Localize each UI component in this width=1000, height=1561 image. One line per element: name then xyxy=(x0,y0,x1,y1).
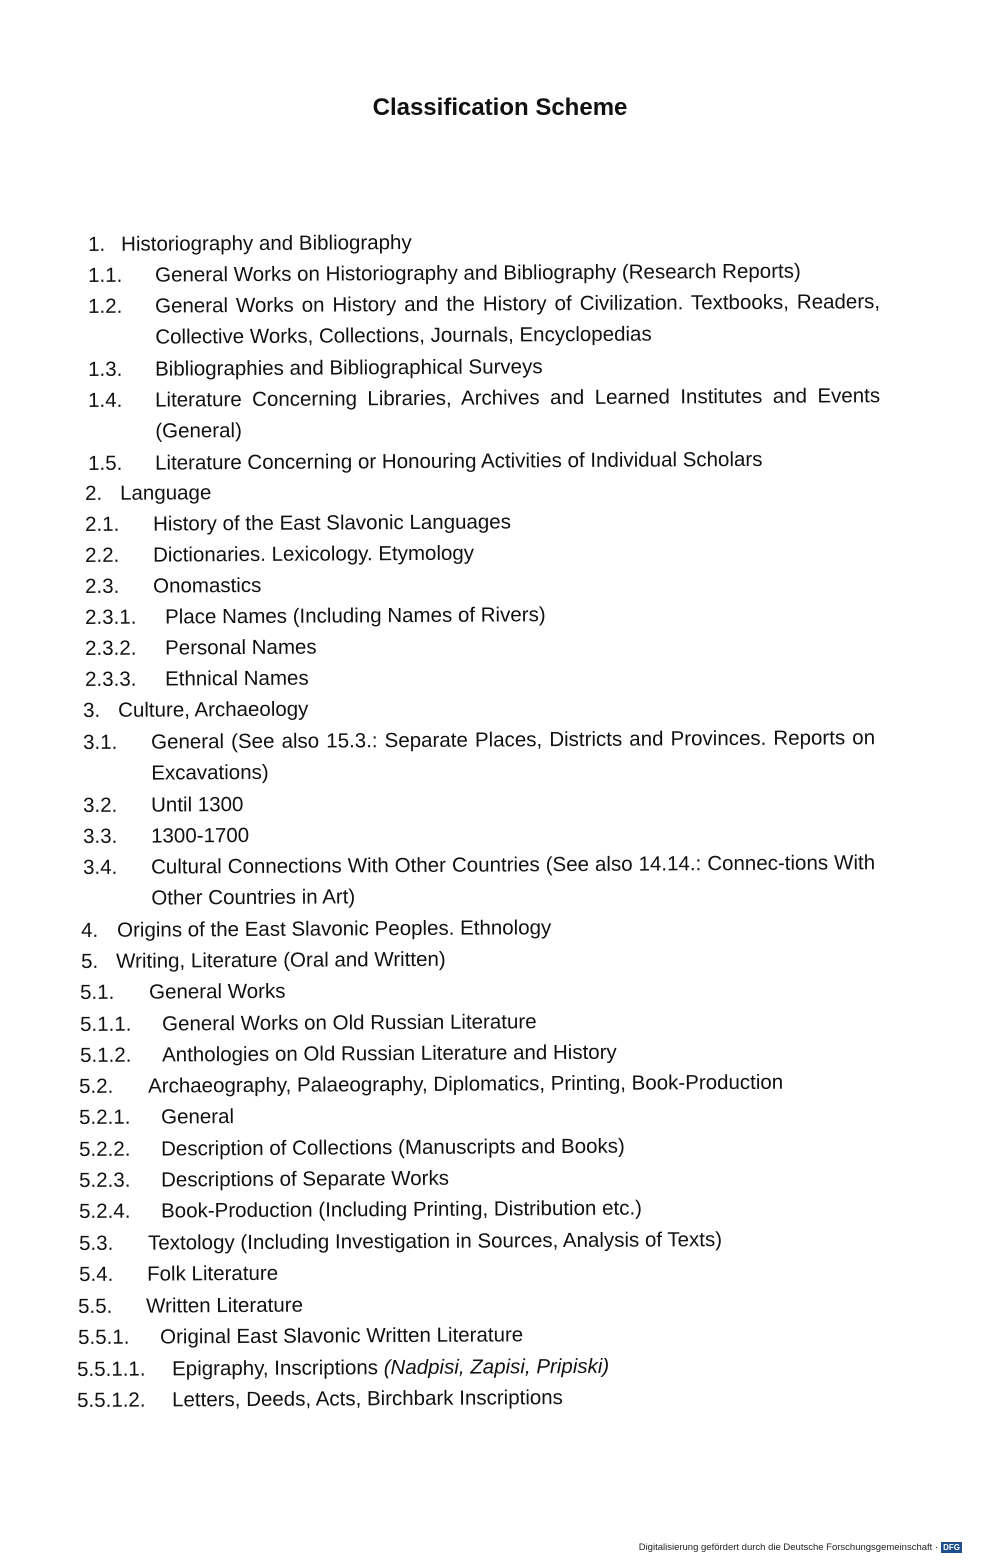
classification-entry xyxy=(88,349,880,385)
entry-text: Dictionaries. Lexicology. Etymology xyxy=(153,541,475,567)
entry-text: Written Literature xyxy=(146,1293,304,1318)
entry-text-block xyxy=(151,816,875,851)
entry-text: Place Names (Including Names of Rivers) xyxy=(165,603,546,629)
classification-entry xyxy=(80,1035,875,1071)
entry-text: Description of Collections (Manuscripts and Books) xyxy=(161,1134,625,1161)
entry-number: 5.2.2. xyxy=(79,1137,131,1161)
entry-number: 5.2.1. xyxy=(79,1105,131,1129)
entry-text-block xyxy=(146,1286,875,1321)
entry-text-block xyxy=(165,597,880,632)
entry-number: 5.1.1. xyxy=(80,1012,132,1036)
classification-entry xyxy=(77,1349,875,1385)
footer-text: Digitalisierung gefördert durch die Deutsche Forschungsgemeinschaft · xyxy=(638,1542,939,1553)
entry-text-block xyxy=(172,1380,875,1415)
classification-entry xyxy=(88,224,880,260)
entry-text-block xyxy=(161,1160,875,1195)
classification-entry xyxy=(79,1066,875,1102)
entry-text: Original East Slavonic Written Literature xyxy=(160,1323,524,1349)
entry-number: 5.1. xyxy=(80,980,115,1004)
classification-entry xyxy=(83,785,875,821)
entry-number: 5.3. xyxy=(79,1231,114,1255)
entry-text-block xyxy=(120,473,880,509)
entry-text-block xyxy=(147,1254,875,1289)
entry-text: Onomastics xyxy=(153,573,262,598)
entry-text: Historiography and Bibliography xyxy=(121,231,412,256)
entry-number: 5.4. xyxy=(79,1262,114,1286)
classification-entry xyxy=(81,941,875,977)
classification-entry xyxy=(83,690,880,726)
page-title: Classification Scheme xyxy=(372,94,628,121)
entry-text-block xyxy=(155,286,880,352)
entry-number: 5.5.1.2. xyxy=(77,1388,146,1412)
entry-number: 5.5. xyxy=(78,1294,113,1318)
entry-text: General xyxy=(161,1105,235,1129)
entry-number: 3.4. xyxy=(83,855,118,879)
entry-text-block xyxy=(155,349,880,384)
entry-text-block xyxy=(151,785,875,820)
entry-text: Culture, Archaeology xyxy=(118,697,309,722)
entry-text-block xyxy=(160,1317,875,1352)
entry-text-block xyxy=(155,380,880,446)
classification-entry xyxy=(85,504,880,540)
entry-text: Descriptions of Separate Works xyxy=(161,1166,450,1192)
entry-text: 1300-1700 xyxy=(151,823,250,848)
entry-text-block xyxy=(153,566,880,601)
classification-entry xyxy=(77,1380,875,1416)
classification-entry xyxy=(79,1129,875,1165)
entry-text-block xyxy=(151,722,875,788)
entry-text: Textology (Including Investigation in Sources, Analysis of Texts) xyxy=(148,1228,723,1255)
entry-number: 5.2. xyxy=(79,1074,114,1098)
entry-number: 1. xyxy=(88,232,106,256)
entry-text: Personal Names xyxy=(165,635,317,660)
entry-text: Literature Concerning Libraries, Archives and Learned Institutes and Events (General) xyxy=(155,384,881,443)
entry-text: Anthologies on Old Russian Literature and History xyxy=(162,1040,617,1067)
entry-number: 4. xyxy=(81,918,99,942)
classification-entry xyxy=(88,255,880,291)
classification-entry xyxy=(78,1286,875,1322)
entry-text: General Works on History and the History of Civilization. Textbooks, Readers, Collective Works, Collections, Journals, Encyclopedias xyxy=(155,290,881,349)
entry-number: 2.3.2. xyxy=(85,636,137,660)
classification-entry xyxy=(83,847,875,914)
entry-text: Folk Literature xyxy=(147,1261,279,1286)
entry-text-block xyxy=(148,1223,875,1258)
entry-text-block xyxy=(162,1035,875,1070)
entry-number: 5.5.1.1. xyxy=(77,1357,146,1381)
entry-number: 3.1. xyxy=(83,730,118,754)
entry-text: General Works on Historiography and Bibliography (Research Reports) xyxy=(155,259,801,287)
classification-entry xyxy=(88,286,880,353)
entry-text-block xyxy=(116,941,875,977)
classification-entry xyxy=(85,535,880,571)
entry-number: 3.2. xyxy=(83,793,118,817)
classification-entry xyxy=(85,473,880,509)
classification-entry xyxy=(81,910,875,946)
classification-entry xyxy=(79,1254,875,1290)
entry-text-block xyxy=(118,690,880,726)
entry-text: Literature Concerning or Honouring Activities of Individual Scholars xyxy=(155,447,763,475)
entry-text: Cultural Connections With Other Countries (See also 14.14.: Connec-tions With Other Countries in Art) xyxy=(151,851,876,910)
classification-entry xyxy=(85,659,880,695)
entry-text: Ethnical Names xyxy=(165,666,309,691)
entry-text: Origins of the East Slavonic Peoples. Ethnology xyxy=(117,916,552,942)
classification-entry xyxy=(79,1191,875,1227)
entry-number: 5.2.4. xyxy=(79,1199,131,1223)
entry-text-block xyxy=(165,628,880,663)
entry-text-block xyxy=(121,224,880,260)
classification-entry xyxy=(80,972,875,1008)
classification-entry xyxy=(85,628,880,664)
entry-text-block xyxy=(172,1349,875,1384)
entry-text: Writing, Literature (Oral and Written) xyxy=(116,947,446,973)
entry-number: 1.1. xyxy=(88,263,123,287)
entry-number: 2. xyxy=(85,481,103,505)
entry-text: General Works on Old Russian Literature xyxy=(162,1010,537,1036)
entry-text-block xyxy=(161,1097,875,1132)
entry-text-block xyxy=(151,847,875,913)
entry-text: Epigraphy, Inscriptions xyxy=(172,1356,379,1381)
footer-credit xyxy=(639,1542,962,1553)
classification-entry xyxy=(85,566,880,602)
entry-number: 1.2. xyxy=(88,294,123,318)
entry-text-block xyxy=(153,504,880,539)
classification-entry xyxy=(83,816,875,852)
entry-number: 5.1.2. xyxy=(80,1043,132,1067)
classification-entry xyxy=(83,722,875,789)
entry-text: Until 1300 xyxy=(151,793,244,817)
entry-number: 1.5. xyxy=(88,451,123,475)
entry-number: 2.1. xyxy=(85,512,120,536)
dfg-logo: DFG xyxy=(943,1543,960,1552)
entry-number: 2.2. xyxy=(85,543,120,567)
classification-entry xyxy=(85,597,880,633)
entry-text: Archaeography, Palaeography, Diplomatics, Printing, Book-Production xyxy=(148,1070,784,1098)
classification-entry xyxy=(80,1004,875,1040)
entry-text: Book-Production (Including Printing, Distribution etc.) xyxy=(161,1196,642,1223)
classification-entry xyxy=(79,1160,875,1196)
entry-number: 5. xyxy=(81,949,99,973)
entry-number: 3. xyxy=(83,698,101,722)
classification-entry xyxy=(88,380,880,447)
entry-number: 1.4. xyxy=(88,388,123,412)
entry-text: General (See also 15.3.: Separate Places, Districts and Provinces. Reports on Excavations) xyxy=(151,726,876,785)
classification-entry xyxy=(79,1223,875,1259)
entry-text-block xyxy=(161,1129,875,1164)
entry-number: 2.3.3. xyxy=(85,667,137,691)
entry-text: History of the East Slavonic Languages xyxy=(153,510,511,536)
entry-number: 2.3. xyxy=(85,574,120,598)
entry-number: 2.3.1. xyxy=(85,605,137,629)
entry-number: 3.3. xyxy=(83,824,118,848)
entry-text: Letters, Deeds, Acts, Birchbark Inscriptions xyxy=(172,1386,563,1412)
entry-text-block xyxy=(155,255,880,290)
entry-text-block xyxy=(165,659,880,694)
entry-italic-text: (Nadpisi, Zapisi, Pripiski) xyxy=(383,1354,610,1380)
entry-text-block xyxy=(149,972,875,1007)
classification-entry xyxy=(79,1097,875,1133)
entry-text-block xyxy=(162,1004,875,1039)
entry-text-block xyxy=(161,1191,875,1226)
classification-entry xyxy=(78,1317,875,1353)
entry-text: Language xyxy=(120,481,212,505)
entry-number: 5.5.1. xyxy=(78,1325,130,1349)
entry-text-block xyxy=(117,910,875,946)
entry-number: 1.3. xyxy=(88,357,123,381)
entry-text: General Works xyxy=(149,979,286,1004)
entry-text-block xyxy=(153,535,880,570)
entry-text-block xyxy=(148,1066,875,1101)
entry-number: 5.2.3. xyxy=(79,1168,131,1192)
entry-text: Bibliographies and Bibliographical Surveys xyxy=(155,355,543,381)
